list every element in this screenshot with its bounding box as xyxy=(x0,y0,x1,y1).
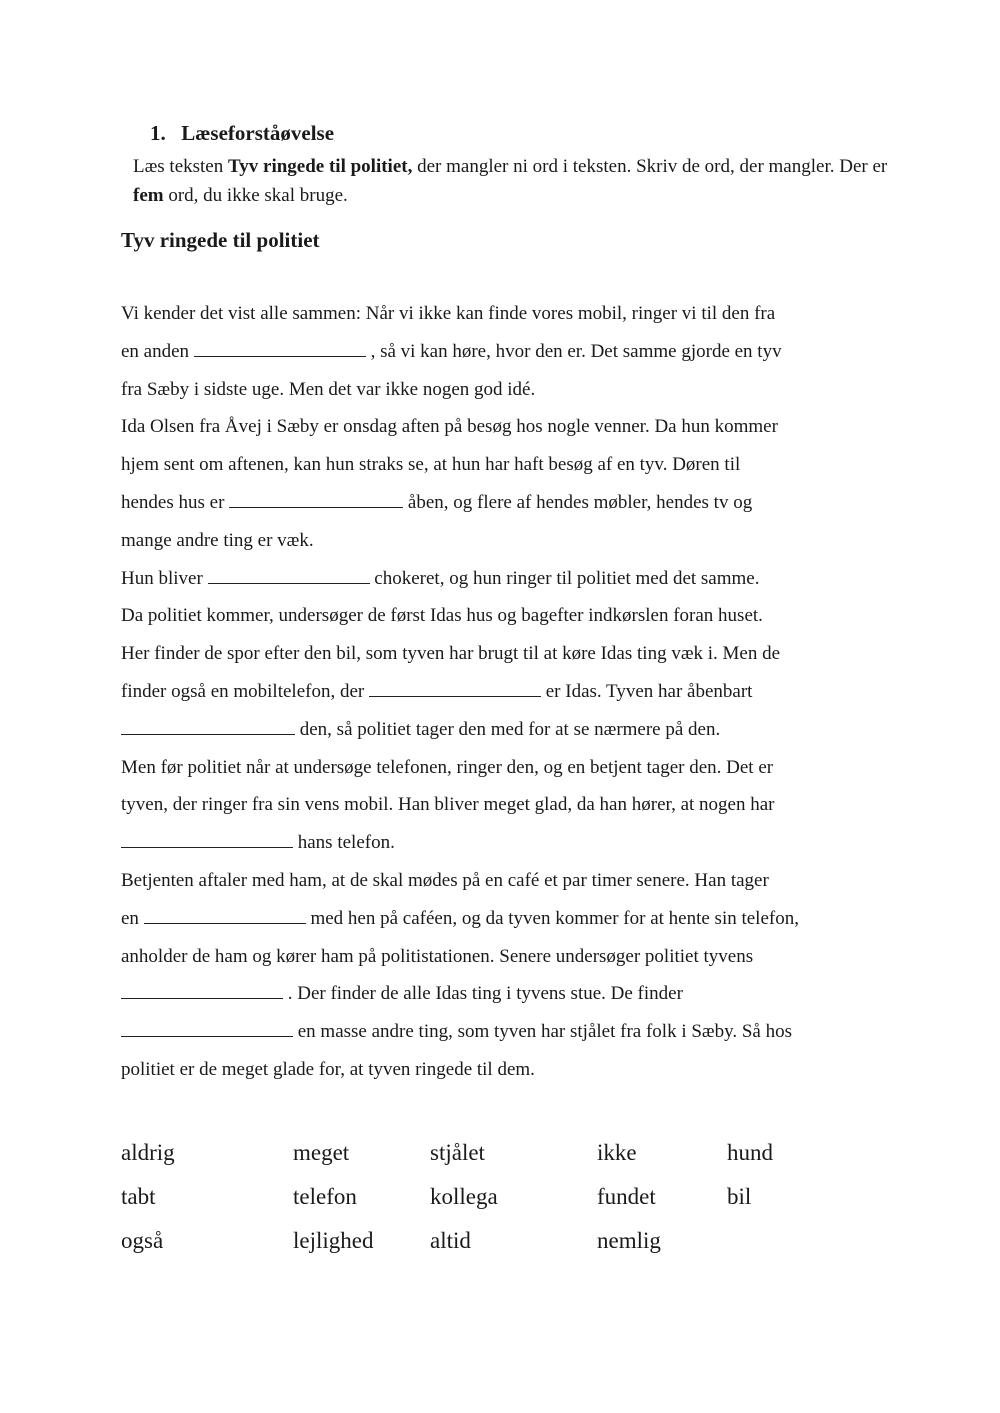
word-bank-word: telefon xyxy=(293,1184,357,1209)
instructions-bold-title: Tyv ringede til politiet, xyxy=(228,156,413,177)
story-text-segment: , så vi kan høre, hvor den er. Det samme gjorde en tyv xyxy=(365,340,782,362)
story-text-segment: er Idas. Tyven har åbenbart xyxy=(540,680,753,702)
instructions-text: ord, du ikke skal bruge. xyxy=(163,185,348,206)
story-line xyxy=(121,791,891,829)
story-text-segment: mange andre ting er væk. xyxy=(121,529,314,551)
fill-in-blank[interactable] xyxy=(121,1018,293,1037)
story-text-segment: anholder de ham og kører ham på politistationen. Senere undersøger politiet tyvens xyxy=(121,945,754,967)
fill-in-blank[interactable] xyxy=(194,338,366,357)
story-text-segment: finder også en mobiltelefon, der xyxy=(121,680,369,702)
story-text xyxy=(121,300,891,1094)
story-text-segment: hans telefon. xyxy=(293,832,395,854)
story-text-segment: en masse andre ting, som tyven har stjålet fra folk i Sæby. Så hos xyxy=(293,1021,793,1043)
story-line xyxy=(121,565,891,603)
story-line xyxy=(121,376,891,414)
exercise-heading xyxy=(150,121,334,146)
story-line xyxy=(121,640,891,678)
story-text-segment: den, så politiet tager den med for at se nærmere på den. xyxy=(295,718,721,740)
word-bank-word: hund xyxy=(727,1140,773,1165)
fill-in-blank[interactable] xyxy=(229,489,403,508)
story-text-segment: . Der finder de alle Idas ting i tyvens stue. De finder xyxy=(283,983,683,1005)
fill-in-blank[interactable] xyxy=(369,678,541,697)
fill-in-blank[interactable] xyxy=(208,565,370,584)
story-title: Tyv ringede til politiet xyxy=(121,228,320,252)
word-bank-word: ikke xyxy=(597,1140,637,1165)
story-text-segment: hendes hus er xyxy=(121,491,230,513)
exercise-title: Læseforståøvelse xyxy=(181,121,335,145)
story-line xyxy=(121,338,891,376)
story-text-segment: åben, og flere af hendes møbler, hendes tv og xyxy=(403,491,753,513)
story-line xyxy=(121,867,891,905)
instructions-text: der mangler ni ord i teksten. Skriv de ord, der mangler. Der er xyxy=(412,156,888,177)
story-line xyxy=(121,678,891,716)
story-line xyxy=(121,943,891,981)
instructions-bold-count: fem xyxy=(133,185,164,206)
story-line xyxy=(121,527,891,565)
story-line xyxy=(121,829,891,867)
story-text-segment: Vi kender det vist alle sammen: Når vi ikke kan finde vores mobil, ringer vi til den fra xyxy=(121,303,776,324)
story-text-segment: Her finder de spor efter den bil, som tyven har brugt til at køre Idas ting væk i. Men de xyxy=(121,643,781,665)
exercise-number: 1. xyxy=(150,121,166,145)
story-line xyxy=(121,905,891,943)
story-text-segment: tyven, der ringer fra sin vens mobil. Han bliver meget glad, da han hører, at nogen har xyxy=(121,794,775,816)
word-bank xyxy=(121,1140,881,1272)
story-text-segment: Da politiet kommer, undersøger de først Idas hus og bagefter indkørslen foran huset. xyxy=(121,605,763,627)
story-line xyxy=(121,1056,891,1094)
story-text-segment: en anden xyxy=(121,340,194,362)
story-text-segment: en xyxy=(121,907,144,929)
story-line xyxy=(121,413,891,451)
story-text-segment: fra Sæby i sidste uge. Men det var ikke nogen god idé. xyxy=(121,378,536,400)
fill-in-blank[interactable] xyxy=(121,716,295,735)
word-bank-word: lejlighed xyxy=(293,1228,374,1253)
story-line xyxy=(121,980,891,1018)
instructions-text: Læs teksten xyxy=(133,156,228,177)
word-bank-word: meget xyxy=(293,1140,350,1165)
story-text-segment: hjem sent om aftenen, kan hun straks se, at hun har haft besøg af en tyv. Døren til xyxy=(121,454,741,476)
word-bank-word: kollega xyxy=(430,1184,498,1209)
word-bank-word: tabt xyxy=(121,1184,156,1209)
story-text-segment: Betjenten aftaler med ham, at de skal mødes på en café et par timer senere. Han tager xyxy=(121,869,769,891)
word-bank-row xyxy=(121,1228,881,1272)
story-line xyxy=(121,451,891,489)
word-bank-row xyxy=(121,1184,881,1228)
word-bank-word: altid xyxy=(430,1228,471,1253)
fill-in-blank[interactable] xyxy=(121,829,293,848)
story-text-segment: Hun bliver xyxy=(121,567,208,589)
story-text-segment: chokeret, og hun ringer til politiet med det samme. xyxy=(369,567,760,589)
word-bank-word: stjålet xyxy=(430,1140,485,1165)
word-bank-word: fundet xyxy=(597,1184,656,1209)
word-bank-word: nemlig xyxy=(597,1228,661,1253)
instructions xyxy=(133,152,893,210)
story-line xyxy=(121,602,891,640)
story-line xyxy=(121,489,891,527)
story-text-segment: Men før politiet når at undersøge telefonen, ringer den, og en betjent tager den. Det er xyxy=(121,756,774,778)
word-bank-word: også xyxy=(121,1228,164,1253)
story-line xyxy=(121,716,891,754)
story-text-segment: med hen på caféen, og da tyven kommer for at hente sin telefon, xyxy=(305,907,799,929)
story-line xyxy=(121,300,891,338)
word-bank-row xyxy=(121,1140,881,1184)
fill-in-blank[interactable] xyxy=(121,980,283,999)
story-line xyxy=(121,754,891,792)
fill-in-blank[interactable] xyxy=(144,905,306,924)
word-bank-word: aldrig xyxy=(121,1140,175,1165)
story-line xyxy=(121,1018,891,1056)
story-text-segment: politiet er de meget glade for, at tyven ringede til dem. xyxy=(121,1058,535,1080)
word-bank-word: bil xyxy=(727,1184,752,1209)
story-text-segment: Ida Olsen fra Åvej i Sæby er onsdag aften på besøg hos nogle venner. Da hun kommer xyxy=(121,416,778,438)
